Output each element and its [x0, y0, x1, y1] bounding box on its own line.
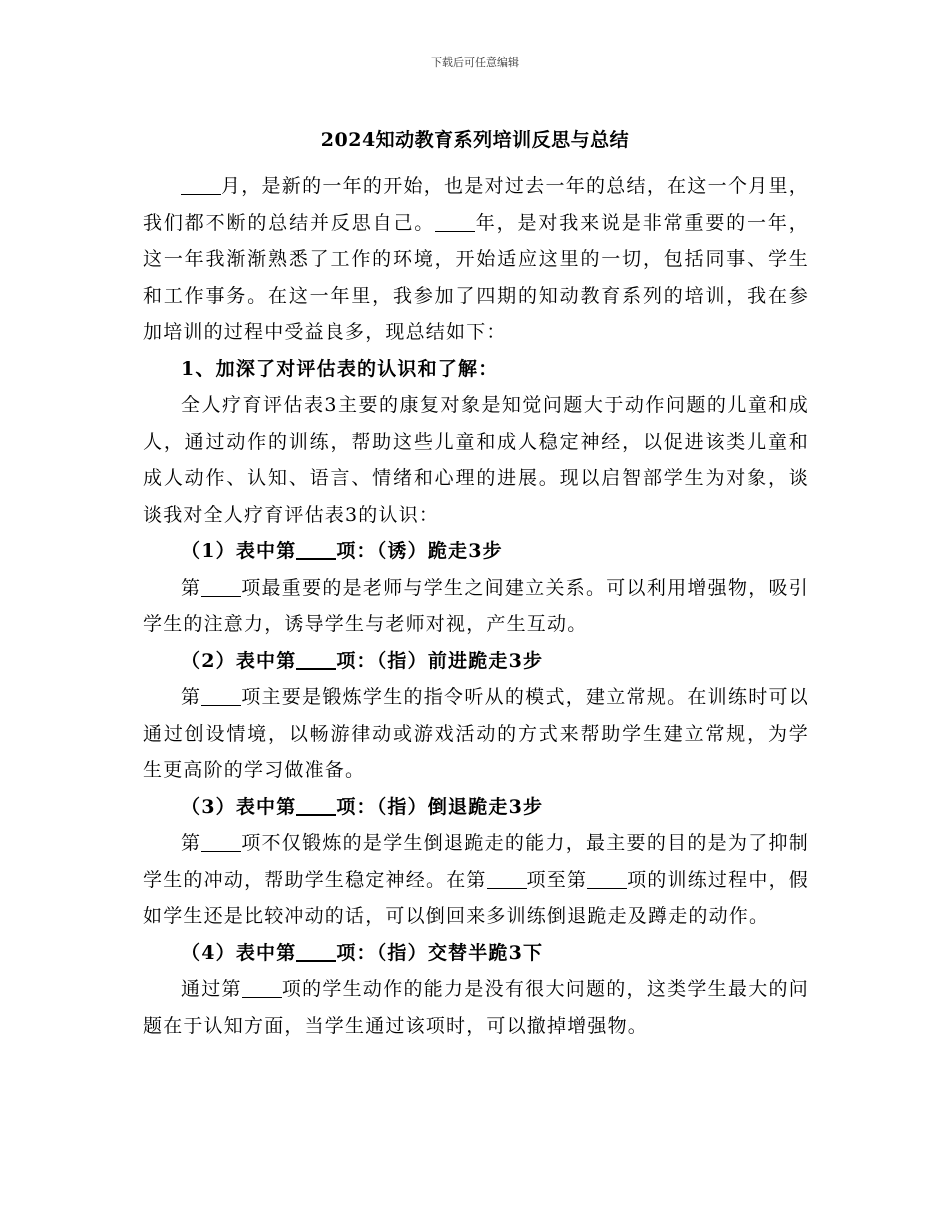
- item-heading: （3）表中第 项：（指）倒退跪走3步: [181, 795, 544, 818]
- fill-in-blank: [201, 577, 241, 597]
- body-paragraph: 全人疗育评估表3主要的康复对象是知觉问题大于动作问题的儿童和成人，通过动作的训练，帮助这些儿童和成人稳定神经，以促进该类儿童和成人动作、认知、语言、情绪和心理的进展。现以启智部学生为对象，谈谈我对全人疗育评估表3的认识：: [143, 394, 809, 526]
- intro-paragraph: 月，是新的一年的开始，也是对过去一年的总结，在这一个月里，我们都不断的总结并反思自己。 年，是对我来说是非常重要的一年，这一年我渐渐熟悉了工作的环境，开始适应这里的一切，包括同事、学生和工作事务。在这一年里，我参加了四期的知动教育系列的培训，我在参加培训的过程中受益良多，现总结如下：: [143, 175, 809, 343]
- document-title: 2024知动教育系列培训反思与总结: [320, 129, 630, 151]
- body-paragraph: 通过第 项的学生动作的能力是没有很大问题的，这类学生最大的问题在于认知方面，当学生通过该项时，可以撤掉增强物。: [143, 978, 809, 1037]
- fill-in-blank: [242, 978, 282, 998]
- fill-in-blank: [296, 941, 336, 962]
- fill-in-blank: [201, 686, 241, 706]
- body-paragraph: 第 项不仅锻炼的是学生倒退跪走的能力，最主要的目的是为了抑制学生的冲动，帮助学生稳定神经。在第 项至第 项的训练过程中，假如学生还是比较冲动的话，可以倒回来多训练倒退跪走及蹲走的动作。: [143, 832, 809, 927]
- fill-in-blank: [487, 869, 527, 889]
- fill-in-blank: [296, 649, 336, 670]
- item-heading: （2）表中第 项：（指）前进跪走3步: [181, 649, 544, 672]
- fill-in-blank: [296, 539, 336, 560]
- fill-in-blank: [181, 175, 221, 195]
- fill-in-blank: [296, 795, 336, 816]
- fill-in-blank: [587, 869, 627, 889]
- item-heading: （1）表中第 项：（诱）跪走3步: [181, 540, 503, 562]
- fill-in-blank: [201, 832, 241, 852]
- body-paragraph: 第 项主要是锻炼学生的指令听从的模式，建立常规。在训练时可以通过创设情境，以畅游律动或游戏活动的方式来帮助学生建立常规，为学生更高阶的学习做准备。: [143, 686, 809, 781]
- document-body: [143, 168, 809, 1044]
- section-heading: 1、加深了对评估表的认识和了解：: [181, 357, 499, 380]
- body-paragraph: 第 项最重要的是老师与学生之间建立关系。可以利用增强物，吸引学生的注意力，诱导学生与老师对视，产生互动。: [143, 576, 809, 635]
- item-heading: （4）表中第 项：（指）交替半跪3下: [181, 941, 544, 964]
- header-note: 下载后可任意编辑: [431, 56, 519, 69]
- fill-in-blank: [435, 212, 475, 232]
